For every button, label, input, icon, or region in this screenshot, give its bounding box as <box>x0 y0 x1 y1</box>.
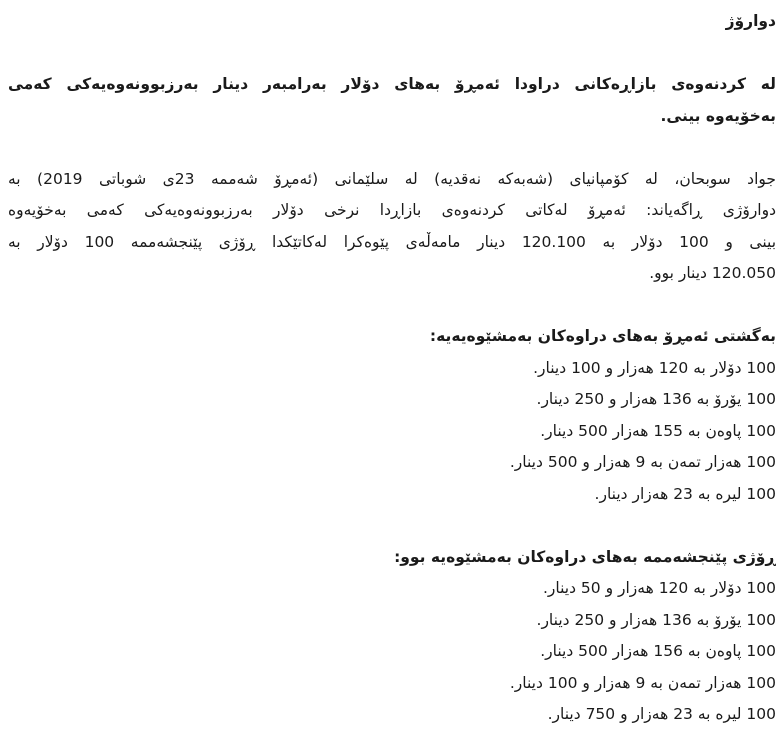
thursday-rates-list <box>8 573 776 731</box>
today-rate-try: 100 لیره‌ به‌ 23 هه‌زار دینار. <box>594 484 776 503</box>
headline-line-2: به‌خۆیه‌وه‌ بینی. <box>660 106 776 125</box>
intro-line-2: دوارۆژی ڕاگه‌یاند: ئه‌مڕۆ له‌كاتی كردنه‌وه‌ی بازاڕدا نرخی دۆلار به‌رزبوونه‌وه‌یه‌كی كه‌می به‌خۆیه‌وه‌ <box>8 201 776 219</box>
headline-line-1: له‌ كردنه‌وه‌ی بازاڕه‌كانی دراودا ئه‌مڕۆ به‌های دۆلار به‌رامبه‌ر دینار به‌رزبوونه‌وه‌یه‌كی كه‌می <box>8 75 776 93</box>
intro-line-1: جواد سوبحان، له‌ كۆمپانیای (شه‌به‌كه‌ نه‌قدیه‌) له‌ سلێمانی (ئه‌مڕۆ شه‌ممه‌ 23ی شوباتی 2019) به‌ <box>8 169 776 188</box>
today-rate-eur: 100 یۆرۆ به‌ 136 هه‌زار و 250 دینار. <box>536 390 776 408</box>
thursday-rate-gbp: 100 پاوه‌ن به‌ 156 هه‌زار 500 دینار. <box>540 642 776 660</box>
thursday-heading: ڕۆژی پێنجشه‌ممه‌ به‌های دراوه‌كان به‌مشێوه‌یه‌ بوو: <box>394 547 776 566</box>
spacer <box>8 290 776 322</box>
category-label: دوارۆژ <box>725 12 776 30</box>
today-rate-gbp: 100 پاوه‌ن به‌ 155 هه‌زار 500 دینار. <box>540 421 776 440</box>
spacer <box>8 38 776 70</box>
today-rate-irr: 100 هه‌زار تمه‌ن به‌ 9 هه‌زار و 500 دینار. <box>509 453 776 471</box>
intro-line-3: بینی و 100 دۆلار به‌ 120.100 دینار مامه‌ڵه‌ی پێوه‌كرا له‌كاتێكدا ڕۆژی پێنجشه‌ممه‌ 100 دۆلار به‌ <box>8 232 776 251</box>
thursday-rate-usd: 100 دۆلار به‌ 120 هه‌زار و 50 دینار. <box>542 579 776 597</box>
thursday-rate-try: 100 لیره‌ به‌ 23 هه‌زار و 750 دینار. <box>547 705 776 723</box>
thursday-rate-irr: 100 هه‌زار تمه‌ن به‌ 9 هه‌زار و 100 دینار. <box>509 673 776 692</box>
spacer <box>8 510 776 542</box>
today-rates-list <box>8 353 776 511</box>
today-rate-usd: 100 دۆلار به‌ 120 هه‌زار و 100 دینار. <box>533 358 776 377</box>
thursday-rate-eur: 100 یۆرۆ به‌ 136 هه‌زار و 250 دینار. <box>536 610 776 629</box>
today-heading: به‌گشتی ئه‌مڕۆ به‌های دراوه‌كان به‌مشێوه‌یه‌یه‌: <box>429 327 776 345</box>
intro-line-4: 120.050 دینار بوو. <box>649 264 776 282</box>
spacer <box>8 132 776 164</box>
